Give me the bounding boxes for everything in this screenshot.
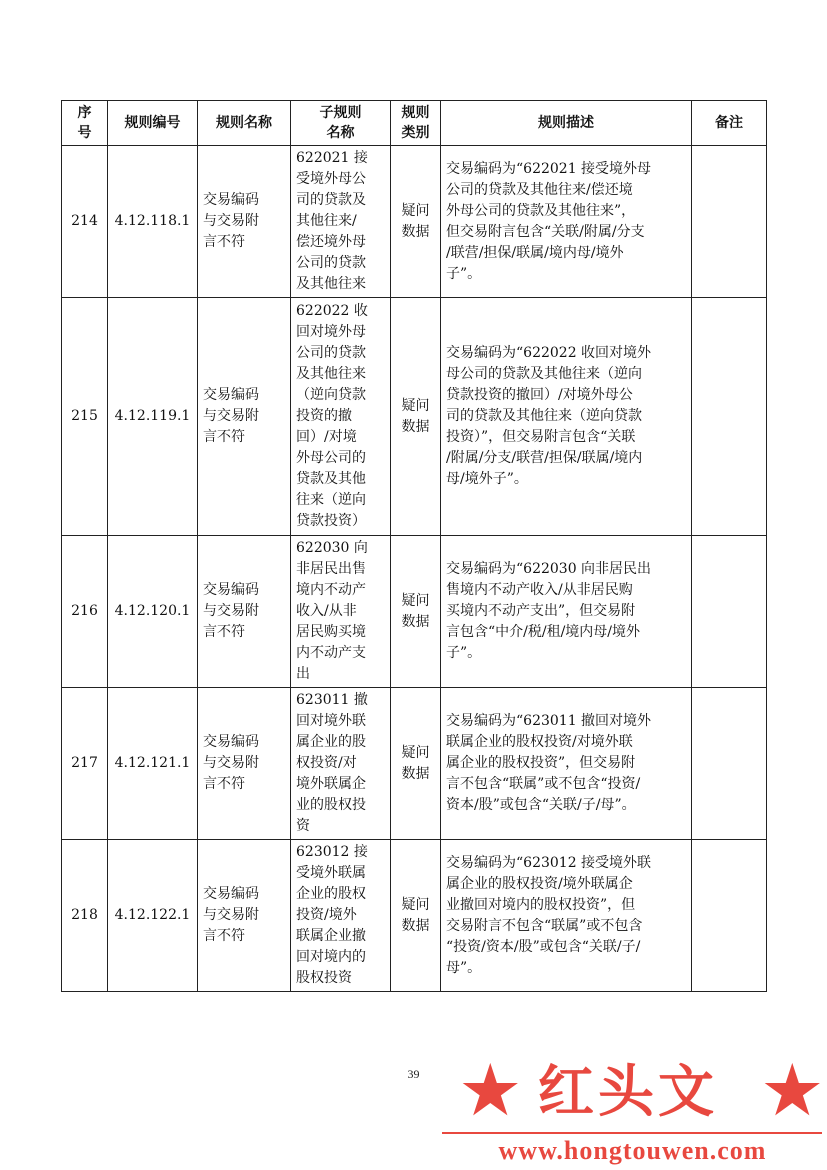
sub-rule-text: 622022 收 回对境外母 公司的贷款 及其他往来 （逆向贷款 投资的撤 回）/对境 外母公司的 贷款及其他 往来（逆向 贷款投资） <box>296 303 368 529</box>
description-text: 交易编码为“622022 收回对境外 母公司的贷款及其他往来（逆向 贷款投资的撤回）/对境外母公 司的贷款及其他往来（逆向贷款 投资）”，但交易附言包含“关联 /附属/分支/联营/担保/联属/境内 母/境外子”。 <box>446 345 652 487</box>
cell-rule-id: 4.12.120.1 <box>108 536 198 688</box>
table-row <box>62 298 767 536</box>
watermark-logo <box>440 1050 825 1168</box>
watermark-title: 红头文 <box>538 1059 718 1125</box>
sub-rule-text: 623012 接 受境外联属 企业的股权 投资/境外 联属企业撤 回对境内的 股权投资 <box>296 844 368 986</box>
header-category <box>391 101 441 146</box>
sub-rule-text: 623011 撤 回对境外联 属企业的股 权投资/对 境外联属企 业的股权投 资 <box>296 692 368 834</box>
cell-sub-rule <box>291 688 391 840</box>
table-header-row <box>62 101 767 146</box>
cell-rule-id: 4.12.121.1 <box>108 688 198 840</box>
rule-name-text: 交易编码 与交易附 言不符 <box>203 387 259 445</box>
cell-rule-name <box>198 146 291 298</box>
cell-rule-name <box>198 298 291 536</box>
table-row <box>62 536 767 688</box>
cell-remarks <box>692 536 767 688</box>
category-text: 疑问 数据 <box>401 592 430 630</box>
category-text: 疑问 数据 <box>401 744 430 782</box>
cell-rule-id: 4.12.122.1 <box>108 840 198 992</box>
category-text: 疑问 数据 <box>401 202 430 240</box>
cell-seq: 216 <box>62 536 108 688</box>
cell-category <box>391 536 441 688</box>
cell-description <box>441 688 692 840</box>
header-seq <box>62 101 108 146</box>
watermark-divider <box>442 1132 822 1134</box>
cell-category <box>391 146 441 298</box>
watermark-url: www.hongtouwen.com <box>498 1136 767 1165</box>
cell-sub-rule <box>291 536 391 688</box>
description-text: 交易编码为“623011 撤回对境外 联属企业的股权投资/对境外联 属企业的股权投资”，但交易附 言不包含“联属”或不包含“投资/ 资本/股”或包含“关联/子/母”。 <box>446 713 652 813</box>
page-number: 39 <box>407 1067 420 1081</box>
rule-name-text: 交易编码 与交易附 言不符 <box>203 582 259 640</box>
table-row <box>62 840 767 992</box>
cell-category <box>391 298 441 536</box>
rule-name-text: 交易编码 与交易附 言不符 <box>203 886 259 944</box>
cell-description <box>441 536 692 688</box>
cell-remarks <box>692 298 767 536</box>
cell-seq: 214 <box>62 146 108 298</box>
cell-category <box>391 688 441 840</box>
cell-rule-id: 4.12.119.1 <box>108 298 198 536</box>
header-category-label: 规则 类别 <box>401 105 430 141</box>
header-sub-rule <box>291 101 391 146</box>
category-text: 疑问 数据 <box>401 896 430 934</box>
cell-seq: 217 <box>62 688 108 840</box>
description-text: 交易编码为“622030 向非居民出 售境内不动产收入/从非居民购 买境内不动产支出”，但交易附 言包含“中介/税/租/境内母/境外 子”。 <box>446 561 652 661</box>
cell-sub-rule <box>291 298 391 536</box>
table-row <box>62 688 767 840</box>
cell-description <box>441 840 692 992</box>
table-row <box>62 146 767 298</box>
description-text: 交易编码为“622021 接受境外母 公司的贷款及其他往来/偿还境 外母公司的贷款及其他往来”， 但交易附言包含“关联/附属/分支 /联营/担保/联属/境内母/境外 子”。 <box>446 160 652 282</box>
rules-table <box>61 100 767 992</box>
cell-description <box>441 146 692 298</box>
cell-remarks <box>692 146 767 298</box>
cell-remarks <box>692 688 767 840</box>
header-rule-id: 规则编号 <box>108 101 198 146</box>
cell-seq: 215 <box>62 298 108 536</box>
cell-rule-id: 4.12.118.1 <box>108 146 198 298</box>
header-sub-rule-label: 子规则 名称 <box>319 105 362 141</box>
cell-remarks <box>692 840 767 992</box>
star-icon: ★ <box>458 1048 523 1132</box>
header-rule-name: 规则名称 <box>198 101 291 146</box>
header-description: 规则描述 <box>441 101 692 146</box>
sub-rule-text: 622030 向 非居民出售 境内不动产 收入/从非 居民购买境 内不动产支 出 <box>296 540 368 682</box>
cell-rule-name <box>198 536 291 688</box>
header-remarks: 备注 <box>692 101 767 146</box>
description-text: 交易编码为“623012 接受境外联 属企业的股权投资/境外联属企 业撤回对境内的股权投资”，但 交易附言不包含“联属”或不包含 “投资/资本/股”或包含“关联/子/ 母”。 <box>446 854 652 976</box>
sub-rule-text: 622021 接 受境外母公 司的贷款及 其他往来/ 偿还境外母 公司的贷款 及其他往来 <box>296 150 368 292</box>
cell-seq: 218 <box>62 840 108 992</box>
category-text: 疑问 数据 <box>401 397 430 435</box>
cell-rule-name <box>198 840 291 992</box>
rule-name-text: 交易编码 与交易附 言不符 <box>203 734 259 792</box>
rule-name-text: 交易编码 与交易附 言不符 <box>203 192 259 250</box>
cell-sub-rule <box>291 840 391 992</box>
cell-description <box>441 298 692 536</box>
header-seq-label: 序 号 <box>77 105 92 141</box>
cell-category <box>391 840 441 992</box>
cell-sub-rule <box>291 146 391 298</box>
cell-rule-name <box>198 688 291 840</box>
star-icon: ★ <box>760 1048 825 1132</box>
